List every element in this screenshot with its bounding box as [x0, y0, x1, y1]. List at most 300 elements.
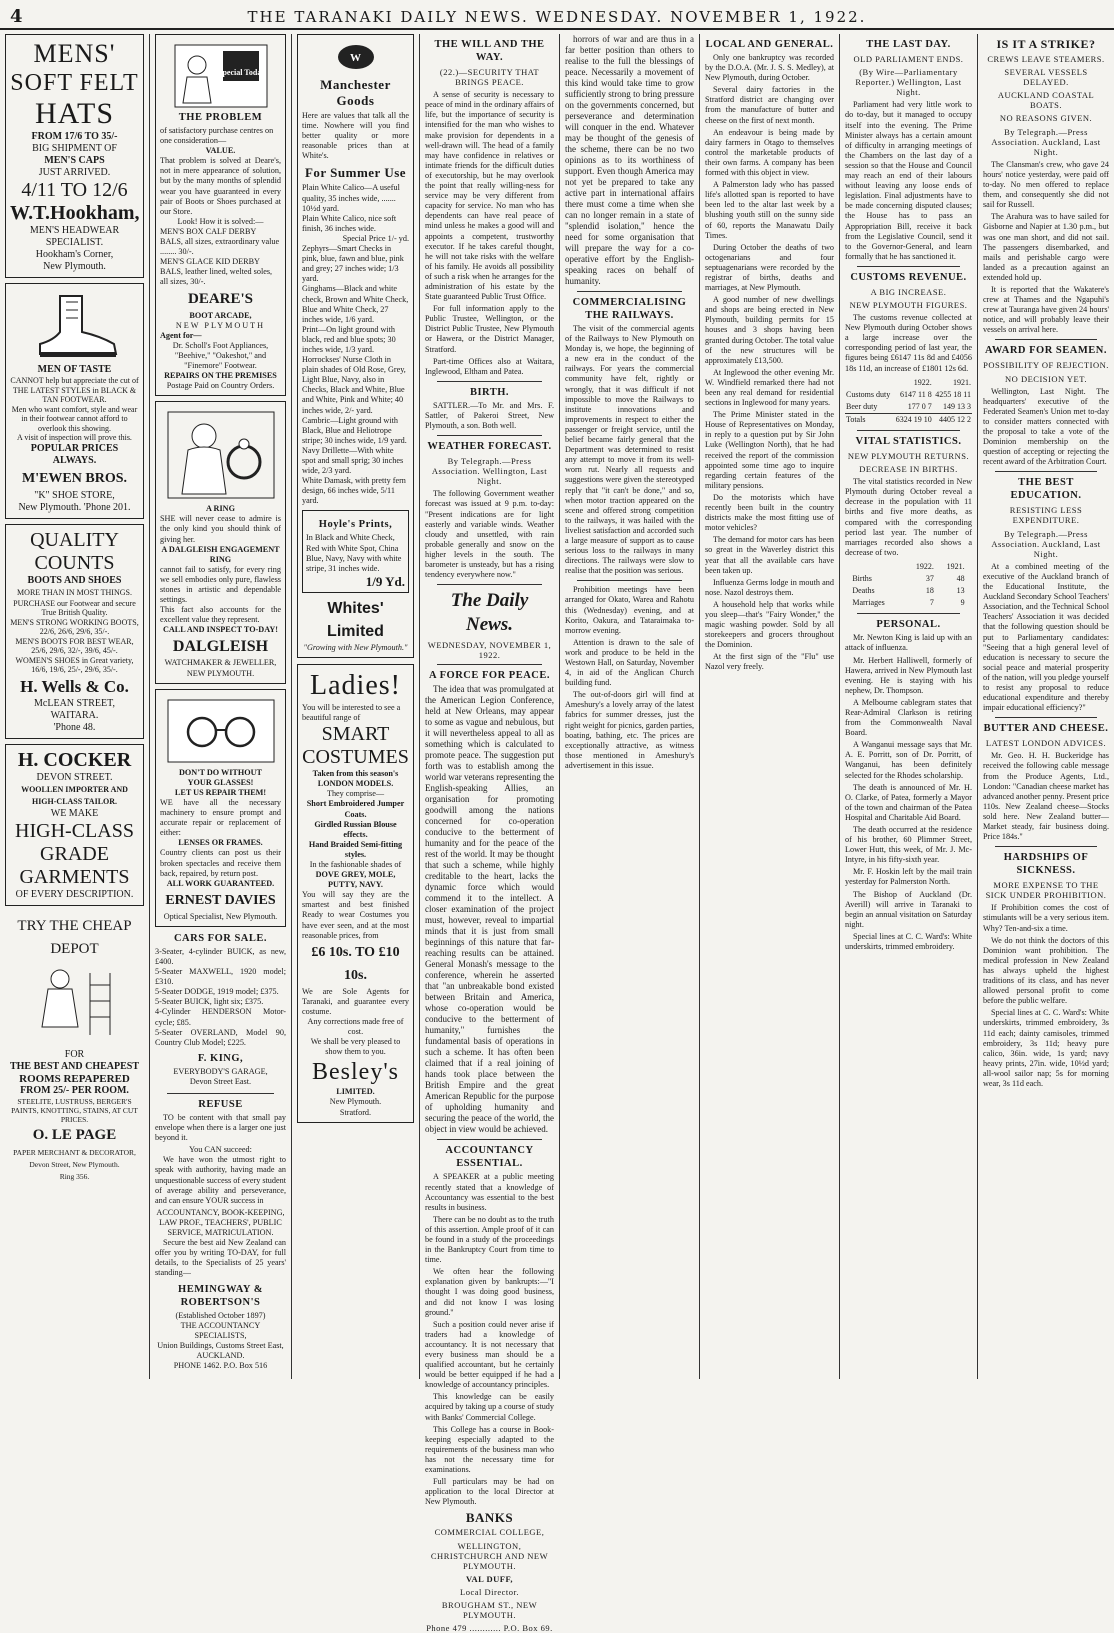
depot-ad-t5: STEELITE, LUSTRUSS, BERGER'S PAINTS, KNOTTING, STAINS, AT CUT PRICES.: [11, 1096, 138, 1124]
ladies-ad-t2: SMART: [321, 723, 390, 746]
table-row: [851, 597, 965, 609]
table-header-row: [851, 561, 965, 573]
ladies-ad-t5: They comprise—: [326, 789, 385, 799]
newspaper-date: WEDNESDAY, NOVEMBER 1, 1922.: [427, 640, 552, 661]
hat-ad-line9: Hookham's Corner,: [35, 249, 114, 260]
whites-ad-t2: Plain White Calico—A useful quality, 35 inches wide, ....... 10½d yard.: [302, 183, 400, 213]
cars-ad-heading: CARS FOR SALE.: [173, 932, 268, 944]
vital-table: [851, 561, 965, 609]
cars-ad-name: F. KING,: [197, 1052, 244, 1064]
butter-text: Mr. Geo. H. H. Buckeridge has received the following cable message from the Produce Agents, Ltd., London: "Canadian cheese market has advanced another penny. Present price 110s. New Zealand cheese—Stocks sold here. New Zealand butter—Market steady, fair business doing. Price 184s.": [983, 751, 1109, 842]
wells-ad-t3: PURCHASE our Footwear and secure True British Quality.: [13, 598, 136, 617]
deare-ad-t10: Dr. Scholl's Foot Appliances, "Beehive," "Oakeshot," and "Finemore" Footwear.: [172, 340, 269, 370]
local-t3: An endeavour is being made by dairy farmers in Otago to themselves control the marketable products of their own farms. A company has been formed with this object in view.: [705, 127, 834, 178]
table-cell: Totals: [846, 414, 866, 424]
hat-ad-line8: MEN'S HEADWEAR SPECIALIST.: [29, 225, 120, 248]
ladies-ad-price: £6 10s. TO £10 10s.: [311, 944, 400, 983]
accountancy-t6: This College has a course in Book-keeping especially adapted to the requirements of the business man who has not the necessary time for examinations.: [425, 1424, 554, 1475]
education-dateline: By Telegraph.—Press Association. Auckland, Last Night.: [991, 528, 1101, 559]
cars-ad-t5: 4-Cylinder HENDERSON Motor-cycle; £85.: [155, 1007, 286, 1027]
column-8: [978, 34, 1114, 1379]
hat-ad-price: FROM 17/6 TO 35/-: [31, 131, 118, 142]
deare-ad-t2: VALUE.: [205, 146, 236, 156]
ladies-ad-t11: You will say they are the smartest and best finished Ready to wear Costumes you have ever seen, and at the most reasonable prices, from: [302, 890, 409, 940]
decorator-illustration-icon: [20, 965, 130, 1045]
table-cell: [845, 377, 893, 389]
deare-ad-heading: THE PROBLEM: [178, 112, 263, 123]
whites-ad-name: Whites' Limited: [327, 599, 384, 640]
ameshury-text: The out-of-doors girl will find at Ameshury's a lovely array of the latest fabrics for summer dresses, just the right weight for picnics, garden parties, boating, bathing, etc. The prices are exceptionally attractive, as witness those mentioned in Ameshury's advertisement in this issue.: [565, 690, 694, 770]
divider: [857, 266, 960, 267]
depot-ad-name: O. LE PAGE: [32, 1126, 117, 1143]
divider: [437, 664, 542, 665]
hardships-t1: If Prohibition comes the cost of stimulants will be a very serious item. Why? Ten-and-six a time.: [983, 903, 1109, 933]
vital-sub: NEW PLYMOUTH RETURNS.: [847, 451, 970, 461]
divider: [167, 1093, 274, 1094]
table-cell: [851, 561, 904, 573]
shoe-ad-text5: "K" SHOE STORE,: [34, 489, 115, 501]
ladies-ad-heading: Ladies!: [310, 669, 401, 701]
column-5: [560, 34, 700, 1379]
depot-ad-t2: THE BEST AND CHEAPEST: [9, 1060, 140, 1072]
masthead-title: THE TARANAKI DAILY NEWS. WEDNESDAY. NOVEMBER 1, 1922.: [247, 8, 867, 26]
seamen-text: Wellington, Last Night. The headquarters' executive of the Federated Seamen's Union met to-day to consider matters connected with the proposal to take a vote of the Dominion membership on the question of accepting or rejecting the recent award of the Arbitration Court.: [983, 386, 1109, 467]
local-t13: At the first sign of the "Flu" use Nazol very freely.: [705, 652, 834, 672]
king-cars-ad: [155, 932, 286, 1087]
accountancy-heading: ACCOUNTANCY ESSENTIAL.: [445, 1145, 534, 1170]
butter-sub: LATEST LONDON ADVICES.: [985, 738, 1107, 749]
strike-sub2: SEVERAL VESSELS DELAYED.: [1004, 67, 1088, 88]
glasses-ad-t4: Country clients can post us their broken spectacles and receive them back, repaired, by return post.: [160, 848, 281, 878]
butter-heading: BUTTER AND CHEESE.: [983, 723, 1109, 735]
glasses-ad-t5: ALL WORK GUARANTEED.: [166, 878, 275, 888]
peace-continued-text: horrors of war and are thus in a far better position than others to realise to the full the blessings of peace. Necessarily a movement of this kind would take time to grow sufficiently strong to bring pressure on the governments concerned, but perseverance and determination will conquer in the end. Whatever may be thought of the genesis of the scheme, there can be no two opinions as to its worthiness of support. Even though America may not yet be prepared to take any active part in international affairs there must come a time when she can no longer remain in a state of "splendid isolation," hence the need for some organisation that will prepare the way for a co-operative effort by the English-speaking races on behalf of humanity.: [565, 34, 694, 286]
davies-glasses-ad: [155, 689, 286, 927]
deare-ad-t12: Postage Paid on Country Orders.: [166, 381, 275, 391]
seamen-heading: AWARD FOR SEAMEN.: [985, 345, 1107, 357]
masthead: [0, 0, 1114, 30]
table-row: [851, 585, 965, 597]
shoe-ad-name: M'EWEN BROS.: [21, 470, 127, 486]
depot-ad-t6: PAPER MERCHANT & DECORATOR,: [13, 1147, 136, 1157]
whites-ad-t3: Plain White Calico, nice soft finish, 36 inches wide.: [302, 213, 397, 233]
column-6: [700, 34, 840, 1379]
last-day-sub: OLD PARLIAMENT ENDS.: [853, 54, 964, 64]
glasses-ad-t2: WE have all the necessary machinery to ensure prompt and accurate repair or replacement of either:: [160, 797, 281, 838]
whites-ad-t10: Navy Drillette—With white spot and small sprig; 30 inches wide, 2/3 yard.: [302, 445, 404, 476]
ring-ad-t3: cannot fail to satisfy, for every ring we sell embodies only pure, flawless stones in artistic and dependable settings.: [160, 564, 281, 605]
personal-t1: Mr. Newton King is laid up with an attack of influenza.: [845, 633, 972, 653]
divider: [995, 717, 1097, 718]
page-number: 4: [10, 6, 24, 27]
table-cell: 1922.: [915, 561, 934, 571]
ring-ad-name: DALGLEISH: [172, 638, 269, 656]
peace-text: The idea that was promulgated at the American Legion Conference, held at New Orleans, may appear to some as vague and nebulous, but it will nevertheless appeal to all as something which is calculated to promote peace. The suggestion put forth was to establish among the world war veterans representing the English-speaking Allies, an organisation for promoting goodwill among the nations concerned for co-operation conducive to the betterment of humanity and for the peace of the rest of the world. It may be thought that such a scheme, while highly creditable to the heart, lacks the dynamic force which would commend it to the intellect. A closer examination of the project must, however, reveal to impartial minds that it is just from small beginnings of this nature that far-reaching results can be attained. General Monash's message to the conference, wherein he asserted that "an unbreakable bond existed between Britain and America, whose co-operation would be conducive to the betterment of humanity," furnishes the fundamental basis of operations in such a scheme. It has often been claimed that if a real joining of hands took place between the British Empire and the great American Republic for the purpose of upholding humanity and securing the peace of the world, the object in view would be achieved.: [425, 684, 554, 1135]
prohibition-meetings-text: Prohibition meetings have been arranged for Okato, Warea and Rahotu this (Wednesday) evening, and at Korito, Oakura, and Tataraimaka to-morrow evening.: [565, 585, 694, 635]
customs-sub: A BIG INCREASE.: [870, 286, 947, 297]
table-cell: 9: [960, 598, 965, 608]
local-t4: A Palmerston lady who has passed life's allotted span is reported to have been led to the altar last week by a blushing youth still on the sunny side of 60, reports the Manawatu Daily Times.: [705, 180, 834, 240]
whites-ad-t1: Here are values that talk all the time. Nowhere will you find better quality or more reasonable prices than at White's.: [302, 111, 409, 161]
column-2: [150, 34, 292, 1379]
ring-illustration-icon: [166, 410, 276, 500]
table-cell: 177 0 7: [907, 401, 932, 411]
deare-ad-name: DEARE'S: [187, 290, 254, 307]
hardships-sub: MORE EXPENSE TO THE SICK UNDER PROHIBITION.: [985, 880, 1107, 901]
wells-ad-t6: WOMEN'S SHOES in Great variety, 16/6, 19/6, 25/-, 29/6, 35/-.: [15, 655, 134, 674]
divider: [857, 613, 960, 614]
cars-ad-t3: 5-Seater DODGE, 1919 model; £375.: [155, 987, 279, 997]
banks-t12: BROUGHAM ST., NEW PLYMOUTH.: [441, 1599, 538, 1621]
ladies-ad-t4: Taken from this season's LONDON MODELS.: [312, 769, 399, 789]
hookham-hat-ad: [5, 34, 144, 278]
education-heading: THE BEST EDUCATION.: [1010, 477, 1082, 502]
cars-ad-t8: Devon Street East.: [189, 1076, 252, 1086]
divider: [437, 1139, 542, 1140]
divider: [995, 471, 1097, 472]
hat-ad-line6: JUST ARRIVED.: [38, 167, 111, 178]
ladies-ad-t13: Any corrections made free of cost.: [307, 1017, 404, 1037]
whites-ad-t11: White Damask, with pretty fern design, 66 inches wide, 5/11 yard.: [302, 476, 406, 506]
banks-t8: COMMERCIAL COLLEGE,: [434, 1527, 545, 1538]
table-cell: Customs duty: [846, 389, 891, 399]
wells-ad-t7: McLEAN STREET,: [34, 697, 115, 709]
local-t10: The demand for motor cars has been so great in the Waverley district this year that all the available cars have been taken up.: [705, 535, 834, 575]
table-cell: 13: [956, 586, 965, 596]
column-7: [840, 34, 978, 1379]
hemingway-refuse-ad: [155, 1098, 286, 1371]
refuse-ad-t2: You CAN succeed:: [189, 1145, 252, 1155]
table-row: [845, 401, 972, 414]
cocker-ad-t7: OF EVERY DESCRIPTION.: [15, 888, 134, 900]
table-cell: 7: [929, 598, 934, 608]
hoyles-box-text: In Black and White Check, Red with White Spot, China Blue, Navy, Navy with white stripe, 31 inches wide.: [306, 533, 402, 573]
cars-ad-t7: EVERYBODY'S GARAGE,: [173, 1066, 268, 1076]
spectacles-illustration-icon: [166, 698, 276, 764]
strike-heading: IS IT A STRIKE?: [996, 37, 1096, 51]
wells-ad-t1: BOOTS AND SHOES: [27, 574, 122, 586]
last-day-dateline: (By Wire—Parliamentary Reporter.) Wellington, Last Night.: [855, 67, 962, 98]
deare-ad-t11: REPAIRS ON THE PREMISES: [164, 371, 277, 381]
glasses-ad-t1: LET US REPAIR THEM!: [174, 787, 267, 797]
cocker-ad-t2: WOOLLEN IMPORTER AND HIGH-CLASS TAILOR.: [21, 784, 128, 806]
strike-sub: CREWS LEAVE STEAMERS.: [987, 54, 1105, 64]
local-t7: At Inglewood the other evening Mr. W. Windfield remarked there had not been any real demand for residential sections in Inglewood for many years.: [705, 367, 834, 408]
birth-heading: BIRTH.: [469, 386, 510, 398]
accountancy-t1: A SPEAKER at a public meeting recently stated that a knowledge of Accountancy was essential to the best results in business.: [425, 1172, 554, 1212]
vital-heading: VITAL STATISTICS.: [855, 436, 962, 447]
boot-icon: [30, 292, 120, 360]
birth-text: SATTLER.—To Mr. and Mrs. F. Sattler, of Pakeroi Street, New Plymouth, a son. Both well.: [425, 400, 554, 430]
seamen-sub: POSSIBILITY OF REJECTION.: [983, 360, 1109, 371]
hardships-heading: HARDSHIPS OF SICKNESS.: [1003, 852, 1089, 877]
newspaper-title: The Daily News.: [450, 590, 529, 636]
railways-text: The visit of the commercial agents of the Railways to New Plymouth on Monday is, we hope, the beginning of a new era in the conduct of the railways. For years the commercial community have felt, rightly or wrongly, that it was difficult if not impossible to move the Railways to institute innovations and improvements in respect to either the passenger or freight service, until the belief became fairly general that the Department was determined to resist any attempt to move it from its well-worn rut. Nearly all requests and suggestions were given the stereotyped reply that "it can't be done," and so, when motor traction appeared on the scene and offered strong competition to the railways, it was hailed with the liveliest satisfaction and accorded such a large measure of support as to cause serious loss to the railways in many directions. The railways were slow to realise that the position was serious.: [565, 324, 694, 576]
table-cell: 4405 12 2: [939, 414, 971, 424]
will-ad-t1: A sense of security is necessary to peace of mind in the ordinary affairs of life, but the importance of security is intensified for the man who wishes to make provision for dependents in a well-drawn will. The head of a family may have confidence in relatives or intimate friends for the difficult duties of executorship, but he may overlook the point that really willing-ness for service may be very different from capacity for service. No man who has dependents can have real peace of mind unless he makes a good will and appoints a competent, trustworthy executor. If he takes careful thought, he will not take risks with the welfare of his family. He avoids all possibility of such a risk when he arranges for the administration of his estate by the State guaranteed Public Trust Office.: [425, 90, 554, 302]
hoyles-box-heading: Hoyle's Prints,: [318, 519, 393, 531]
whites-manchester-ad: [297, 34, 414, 658]
depot-ad-t3: ROOMS REPAPERED: [19, 1072, 130, 1085]
peace-heading: A FORCE FOR PEACE.: [428, 670, 550, 682]
ladies-ad-t14: We shall be very pleased to show them to you.: [310, 1037, 401, 1057]
wells-ad-name: H. Wells & Co.: [20, 676, 129, 696]
column-4: [420, 34, 560, 1633]
weather-heading: WEATHER FORECAST.: [427, 441, 552, 453]
deares-boot-ad: [155, 34, 286, 396]
cocker-ad-t1: DEVON STREET.: [36, 771, 113, 783]
customs-heading: CUSTOMS REVENUE.: [850, 271, 967, 283]
refuse-ad-t9: PHONE 1462. P.O. Box 516: [173, 1360, 268, 1370]
local-t8: The Prime Minister stated in the House of Representatives on Monday, in reply to a question put by Sir John Luke (Wellington North), that he had received the report of the commission appointed some time ago to inquire regarding certain features of the military pensions.: [705, 410, 834, 490]
customs-table: [845, 377, 972, 426]
personal-t8: The Bishop of Auckland (Dr. Averill) will arrive in Taranaki to begin an annual visitation on Saturday night.: [845, 889, 972, 929]
deare-ad-t6: MEN'S GLACE KID DERBY BALS, leather lined, welted soles, all sizes, 30/-.: [160, 257, 273, 287]
strike-t2: The Clansman's crew, who gave 24 hours' notice yesterday, were paid off to-day. No men offered to replace them, and consequently she did not sail for Russell.: [983, 159, 1109, 210]
glasses-ad-t3: LENSES OR FRAMES.: [178, 838, 263, 848]
education-sub: RESISTING LESS EXPENDITURE.: [1009, 505, 1083, 526]
deare-ad-t5: MEN'S BOX CALF DERBY BALS, all sizes, extraordinary value ........ 30/-.: [160, 226, 280, 257]
wells-ad-t8: WAITARA.: [50, 709, 99, 721]
column-3: [292, 34, 420, 1379]
accountancy-t2: There can be no doubt as to the truth of this assertion. Ample proof of it can be found in a study of the proceedings in the Bankruptcy Court from time to time.: [425, 1214, 554, 1265]
hat-ad-line10: New Plymouth.: [43, 261, 106, 272]
personal-t3: A Melbourne cablegram states that Rear-Admiral Clarkson is retiring from the Commonwealth Naval Board.: [845, 697, 972, 738]
hardships-t2: We do not think the doctors of this Dominion want prohibition. The medical profession in New Zealand has always upheld the highest traditions of its class, and has never allowed personal profit to come before the public welfare.: [983, 935, 1109, 1006]
hoyles-box-price: 1/9 Yd.: [365, 573, 405, 589]
whites-ad-t4: Special Price 1/- yd.: [342, 233, 409, 243]
ring-ad-t2: A DALGLEISH ENGAGEMENT RING: [161, 544, 280, 564]
divider: [577, 580, 682, 581]
table-header-row: [845, 377, 972, 389]
ring-ad-t1: SHE will never cease to admire is the only kind you should think of giving her.: [160, 514, 281, 544]
cars-ad-t4: 5-Seater BUICK, light six; £375.: [155, 997, 264, 1007]
personal-t9: Special lines at C. C. Ward's: White underskirts, trimmed embroidery.: [845, 931, 972, 952]
weather-text: The following Government weather forecast was issued at 9 p.m. to-day: "Present indications are for light easterly and variable winds. Weather cloudy and unsettled, with rain probable generally and snow on the higher levels in the south. The barometer is unsteady, but has a rising tendency everywhere now.": [425, 489, 554, 580]
refuse-ad-t1: TO be content with that small pay envelope when there is a larger one just beyond it.: [155, 1113, 286, 1143]
refuse-ad-t3: We have won the utmost right to speak with authority, having made an unquestionable success of every student of average ability and perseverance, and can ensure YOUR success in: [155, 1155, 286, 1205]
shoe-ad-text1: CANNOT help but appreciate the cut of THE LATEST STYLES in BLACK & TAN FOOTWEAR.: [10, 376, 139, 404]
banks-t9: WELLINGTON, CHRISTCHURCH AND NEW PLYMOUTH.: [430, 1540, 549, 1571]
table-cell: 149 13 3: [943, 401, 971, 411]
will-ad-t2: For full information apply to the Public Trustee, Wellington, or the District Public Trustee, New Plymouth or Hawera, or the District Manager, Stratford.: [425, 304, 554, 354]
ladies-ad-t8: Hand Braided Semi-fitting styles.: [308, 839, 403, 859]
deare-ad-t1: of satisfactory purchase centres on one consideration—: [160, 126, 274, 146]
deare-ad-t4: Look! How it is solved:—: [177, 216, 264, 226]
ring-ad-t6: WATCHMAKER & JEWELLER, NEW PLYMOUTH.: [164, 658, 277, 678]
cars-ad-t2: 5-Seater MAXWELL, 1920 model; £310.: [155, 967, 286, 987]
vital-text: The vital statistics recorded in New Plymouth during October reveal a decrease in the population with 11 births and five more deaths, as compared with the corresponding period last year. The number of marriages recorded also shows a decrease of two.: [845, 477, 972, 557]
divider: [995, 339, 1097, 340]
last-day-text: Parliament had very little work to do to-day, but it managed to occupy itself into the evening. The Prime Minister always has a certain amount of difficulty in arranging meetings of the Chambers on the last day of a session so that the House and Council may reach an end of their labours without leaving any loose ends of legislation. Final adjustments have to be made concerning disputed clauses; the House has to pass an Appropriation Bill, receive it back from the Legislative Council, send it to the Governor-General, and learn formally that he has sanctioned it.: [845, 100, 972, 261]
table-cell: Deaths: [852, 586, 875, 596]
strike-dateline: By Telegraph.—Press Association. Auckland, Last Night.: [991, 126, 1101, 157]
cars-ad-t6: 5-Seater OVERLAND, Model 90, Country Club Model; £225.: [155, 1027, 286, 1047]
cocker-ad-t6: GARMENTS: [19, 865, 130, 888]
ladies-ad-name: Besley's: [312, 1059, 399, 1086]
cocker-ad-t4: HIGH-CLASS: [15, 819, 134, 842]
local-t5: During October the deaths of two octogenarians and four septuagenarians were recorded by the registrar of births, deaths and marriages, at New Plymouth.: [705, 242, 834, 293]
wells-ad-t5: MEN'S BOOTS FOR BEST WEAR, 25/6, 29/6, 32/-, 39/6, 45/-.: [15, 636, 134, 655]
wells-ad-h2: COUNTS: [34, 551, 115, 574]
accountancy-t5: This knowledge can be easily acquired by taking up a course of study with Banks' Commercial College.: [425, 1392, 554, 1422]
table-row: [845, 413, 972, 426]
depot-ad-t8: Ring 356.: [59, 1171, 90, 1181]
table-cell: 1921.: [946, 561, 965, 571]
wells-ad-t9: 'Phone 48.: [53, 721, 96, 733]
last-day-heading: THE LAST DAY.: [866, 39, 951, 50]
depot-ad-heading: TRY THE CHEAP DEPOT: [17, 917, 132, 957]
wells-ad-h1: QUALITY: [30, 528, 119, 551]
ladies-ad-t9: In the fashionable shades of: [309, 859, 402, 869]
wells-ad-t4: MEN'S STRONG WORKING BOOTS, 22/6, 26/6, 29/6, 35/-.: [10, 617, 139, 636]
table-row: [845, 389, 972, 401]
deare-ad-t7: BOOT ARCADE,: [189, 310, 252, 320]
divider: [437, 584, 542, 585]
sale-of-work-text: Attention is drawn to the sale of work and produce to be held in the Westown Hall, on Saturday, November 4, in aid of the Anglican Church building fund.: [565, 637, 694, 688]
hat-ad-name: W.T.Hookham,: [10, 202, 140, 224]
customs-sub2: NEW PLYMOUTH FIGURES.: [849, 299, 968, 310]
dalgleish-ring-ad: [155, 401, 286, 683]
deare-ad-t8: NEW PLYMOUTH: [175, 320, 266, 330]
whites-ad-t8: Horrockses' Nurse Cloth in plain shades of Old Rose, Grey, Light Blue, Navy, also in Checks, Black and White, Blue and White, Pink and White; 40 inches wide, 2/- yard.: [302, 355, 406, 415]
special-today-badge-text: Special Today: [218, 68, 266, 77]
banks-name: BANKS: [465, 1510, 514, 1526]
hat-ad-line4: BIG SHIPMENT OF: [32, 143, 117, 154]
whites-ad-heading: Manchester Goods: [320, 77, 391, 108]
public-trust-ad: [425, 38, 554, 377]
shoe-ad-text4: POPULAR PRICES ALWAYS.: [30, 442, 119, 466]
glasses-ad-h1: DON'T DO WITHOUT: [179, 767, 262, 777]
divider: [857, 430, 960, 431]
divider: [577, 291, 682, 292]
cocker-tailor-ad: [5, 744, 144, 906]
personal-t2: Mr. Herbert Halliwell, formerly of Hawera, arrived in New Plymouth last evening. He is staying with his nephew, Dr. Thompson.: [845, 655, 972, 695]
refuse-ad-t5: Secure the best aid New Zealand can offer you by writing TO-DAY, for full details, to the Specialists of 25 years' standing—: [155, 1238, 286, 1278]
divider: [437, 435, 542, 436]
strike-t4: It is reported that the Wakatere's crew at Thames and the Ngapuhi's crew at Tauranga have given 24 hours' notice, and will probably leave their vessels on arrival here.: [983, 284, 1109, 335]
cars-ad-t1: 3-Seater, 4-cylinder BUICK, as new, £400.: [155, 946, 286, 966]
local-t2: Several dairy factories in the Stratford district are changing over from the manufacture of butter and cheese on the first of next month.: [705, 85, 834, 125]
table-cell: Marriages: [852, 598, 885, 608]
railways-heading: COMMERCIALISING THE RAILWAYS.: [572, 297, 687, 321]
ladies-ad-t16: New Plymouth.: [329, 1097, 382, 1107]
will-ad-sub: (22.)—SECURITY THAT BRINGS PEACE.: [439, 67, 540, 88]
table-cell: 18: [925, 586, 934, 596]
table-cell: 48: [956, 574, 965, 584]
refuse-ad-t8: Union Buildings, Customs Street East, AUCKLAND.: [157, 1340, 284, 1360]
hat-ad-line2: SOFT FELT: [10, 70, 139, 96]
le-page-depot-ad: [5, 911, 144, 1187]
table-cell: 1921.: [953, 377, 971, 387]
wells-shoe-ad: [5, 524, 144, 739]
shoe-ad-text3: A visit of inspection will prove this.: [17, 433, 132, 442]
local-t6: A good number of new dwellings and shops are being erected in New Plymouth, building permits for 15 houses and 3 shops having been granted during October. The total value of the new structures will be approximately £13,500.: [705, 295, 834, 365]
depot-ad-t4: FROM 25/- PER ROOM.: [20, 1084, 129, 1096]
hat-ad-line1: MENS': [33, 39, 116, 68]
strike-sub4: NO REASONS GIVEN.: [999, 113, 1093, 124]
deare-ad-t9: Agent for—: [160, 330, 202, 340]
refuse-ad-t7: THE ACCOUNTANCY SPECIALISTS,: [180, 1320, 261, 1340]
local-t9: Do the motorists which have recently been built in the country districts make the most fitting use of motor vehicles?: [705, 492, 834, 533]
table-cell: 6324 19 10: [895, 414, 932, 424]
ring-ad-t5: CALL AND INSPECT TO-DAY!: [162, 625, 279, 635]
customs-text: The customs revenue collected at New Plymouth during October shows a large increase over the corresponding period of last year, the figures being £6147 11s 8d and £4056 18s 11d, an increase of £1801 12s 6d.: [845, 313, 972, 373]
cocker-ad-t3: WE MAKE: [50, 807, 99, 819]
banks-t11: Local Director.: [460, 1586, 519, 1597]
cocker-ad-name: H. COCKER: [17, 748, 132, 771]
personal-t5: The death is announced of Mr. H. O. Clarke, of Patea, formerly a Mayor of the town and chairman of the Patea Hospital and Charitable Aid Board.: [845, 782, 972, 822]
ladies-ad-t1: You will be interested to see a beautiful range of: [302, 702, 401, 723]
banks-t13: Phone 479 ............ P.O. Box 69.: [426, 1623, 553, 1633]
whites-ad-h2: For Summer Use: [304, 165, 407, 181]
personal-t7: Mr. F. Hoskin left by the mail train yesterday for Palmerston North.: [845, 867, 972, 887]
will-ad-t3: Part-time Offices also at Waitara, Inglewood, Eltham and Patea.: [425, 356, 554, 376]
local-general-heading: LOCAL AND GENERAL.: [705, 39, 834, 50]
glasses-ad-h2: YOUR GLASSES!: [187, 777, 254, 787]
besleys-ladies-ad: [297, 664, 414, 1123]
shoe-ad-text6: New Plymouth. 'Phone 201.: [18, 501, 131, 513]
seamen-sub2: NO DECISION YET.: [1005, 373, 1087, 384]
refuse-ad-t6: (Established October 1897): [175, 1310, 266, 1320]
accountancy-t4: Such a position could never arise if traders had a knowledge of accountancy. It is not necessary that every business man should be a qualified accountant, but he certainly would be better equipped if he had a knowledge of accountancy principles.: [425, 1319, 554, 1390]
ladies-ad-t10: DOVE GREY, MOLE, PUTTY, NAVY.: [315, 870, 396, 890]
whites-ad-t5: Zephyrs—Smart Checks in pink, blue, fawn and blue, pink and grey; 27 inches wide; 1/3 yard.: [302, 244, 404, 284]
ladies-ad-t7: Girdled Russian Blouse effects.: [314, 819, 397, 839]
strike-sub3: AUCKLAND COASTAL BOATS.: [997, 90, 1095, 111]
personal-heading: PERSONAL.: [876, 619, 941, 631]
table-cell: 1922.: [913, 377, 932, 387]
glasses-ad-t6: Optical Specialist, New Plymouth.: [163, 911, 278, 921]
whites-ad-t7: Print—On light ground with black, red and blue spots; 30 inches wide, 1/3 yard.: [302, 324, 396, 354]
ladies-ad-t17: Stratford.: [339, 1107, 372, 1117]
accountancy-t3: We often hear the following explanation given by bankrupts:—"I thought I was doing good business, and did not know I was losing ground.": [425, 1267, 554, 1317]
column-1: [0, 34, 150, 1379]
ring-ad-t4: This fact also accounts for the excellent value they represent.: [160, 605, 281, 625]
will-ad-heading: THE WILL AND THE WAY.: [434, 39, 545, 63]
table-cell: 4255 18 11: [935, 389, 971, 399]
shoe-ad-text2: Men who want comfort, style and wear in their footwear cannot afford to overlook this showing.: [11, 404, 138, 433]
refuse-ad-t4: ACCOUNTANCY, BOOK-KEEPING, LAW PROF., TEACHERS', PUBLIC SERVICE, MATRICULATION.: [156, 1207, 285, 1238]
banks-t10: VAL DUFF,: [465, 1573, 513, 1584]
ladies-ad-t3: COSTUMES: [302, 746, 409, 769]
personal-t6: The death occurred at the residence of his brother, 60 Plimmer Street, Lower Hutt, this week, of Mr. J. Mc-Intyre, in his fifty-sixth year.: [845, 825, 972, 865]
table-cell: Births: [852, 574, 872, 584]
education-text: At a combined meeting of the executive of the Auckland branch of the Educational Institute, the Auckland Secondary School Teachers' Association, and the Technical School Teachers' Association it was decided that the following question should be put to Parliamentary candidates: "Seeing that a high general level of education is necessary to secure the social peace and material prosperity of the nation, will you pledge yourself to resist any proposal to reduce educational expenditure and thereby impair educational efficiency?": [983, 561, 1109, 713]
local-t11: Influenza Germs lodge in mouth and nose. Nazol destroys them.: [705, 577, 834, 597]
table-row: [851, 573, 965, 585]
wells-ad-t2: MORE THAN IN MOST THINGS.: [17, 587, 132, 597]
accountancy-t7: Full particulars may be had on application to the local Director at New Plymouth.: [425, 1477, 554, 1507]
vital-sub2: DECREASE IN BIRTHS.: [859, 464, 958, 475]
hoyles-prints-box: [302, 510, 409, 592]
ladies-ad-t15: LIMITED.: [336, 1087, 375, 1097]
refuse-ad-name: HEMINGWAY & ROBERTSON'S: [178, 1283, 263, 1308]
whites-ad-t9: Cambric—Light ground with Black, Blue and Heliotrope stripe; 30 inches wide, 1/9 yard.: [302, 415, 407, 445]
refuse-ad-heading: REFUSE: [198, 1099, 243, 1110]
strike-t3: The Arahura was to have sailed for Gisborne and Napier at 1.30 p.m., but was one man short, and did not sail. The passengers disembarked, and mails and perishable cargo were landed as a precaution against an extended hold up.: [983, 212, 1109, 282]
shoe-ad-heading: MEN OF TASTE: [37, 364, 112, 375]
local-t12: A household help that works while you sleep—that's "Fairy Wonder," the magic washing powder. Sold by all storekeepers and grocers throughout the Dominion.: [705, 599, 834, 650]
mcewen-shoe-ad: [5, 283, 144, 519]
deare-ad-t3: That problem is solved at Deare's, not in mere appearance of solution, but by the many months of splendid wear you have guaranteed in every pair of Boots or Shoes purchased at our Store.: [160, 156, 281, 216]
table-cell: Beer duty: [846, 401, 878, 411]
weather-dateline: By Telegraph.—Press Association. Wellington, Last Night.: [431, 456, 548, 487]
divider: [437, 381, 542, 382]
whites-ad-slogan: "Growing with New Plymouth.": [303, 642, 408, 652]
glasses-ad-name: ERNEST DAVIES: [165, 892, 276, 908]
hardships-t3: Special lines at C. C. Ward's: White underskirts, trimmed embroidery, 3s 11d each; dainty camisoles, trimmed embroidery, 3s 11d; heavy pure calico, 36in. wide, 1s yard; navy heavy prints, 27in. wide, 10½d yard; all-wool sailor nap; 5s for morning wear, 3s 11d each.: [983, 1008, 1109, 1088]
